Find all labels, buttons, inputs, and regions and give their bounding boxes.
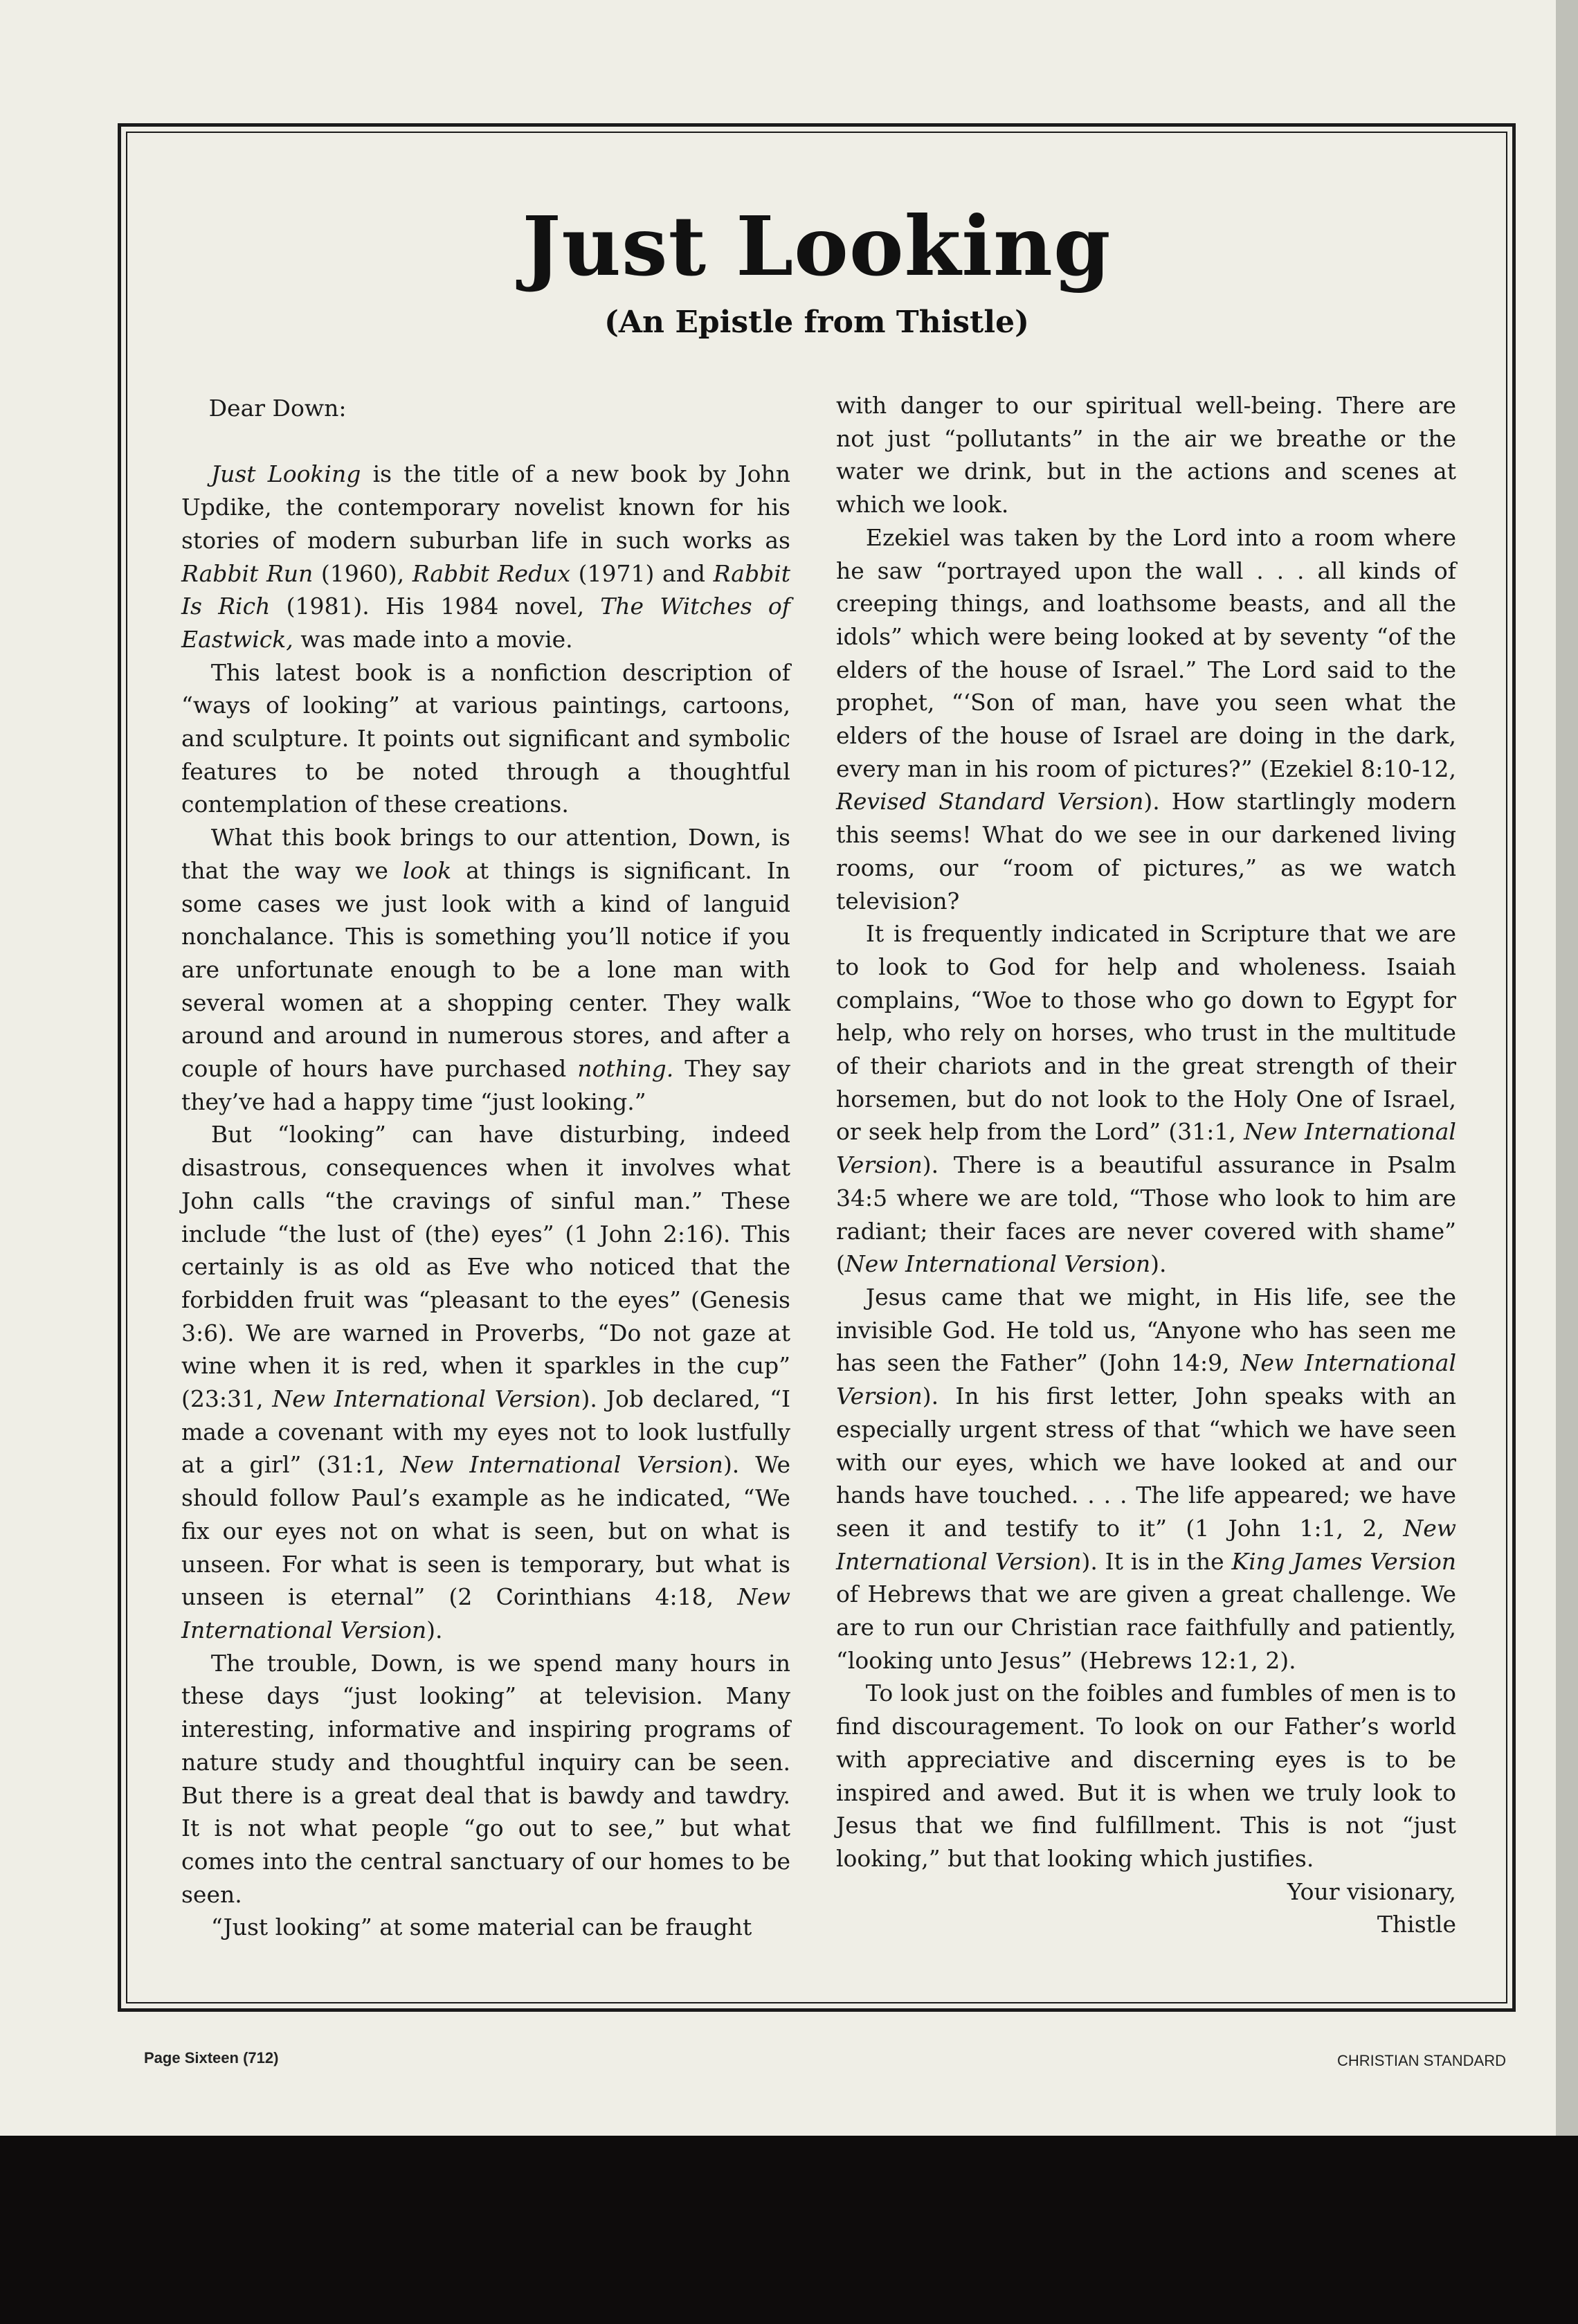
italic-title: Just Looking bbox=[210, 460, 361, 488]
article-title: Just Looking bbox=[522, 198, 1112, 294]
text-run: “Just looking” at some material can be fraught bbox=[210, 1913, 752, 1941]
text-run: at things is significant. In some cases we just look with a kind of languid nonchalance. This is something you’ll notice if you are unfortunate enough to be a lone man with several women at a shopping center. They walk around and around in numerous stores, and after a couple of hours have purchased bbox=[181, 856, 791, 1083]
right-column bbox=[836, 389, 1456, 1941]
italic-title: New International Version bbox=[836, 1349, 1457, 1410]
italic-title: nothing. bbox=[577, 1055, 674, 1083]
signature: Thistle bbox=[1377, 1911, 1456, 1938]
left-column-body bbox=[181, 458, 790, 1944]
paragraph bbox=[836, 917, 1456, 1281]
italic-title: look bbox=[402, 856, 452, 884]
page-number: Page Sixteen (712) bbox=[144, 2049, 279, 2066]
text-run: was made into a movie. bbox=[293, 625, 573, 653]
text-run: But “looking” can have disturbing, indeed disastrous, consequences when it involves what John calls “the cravings of sinful man.” These include “the lust of (the) eyes” (1 John 2:16). This certainly is as old as Eve who noticed that the forbidden fruit was “pleasant to the eyes” (Genesis 3:6). We are warned in Proverbs, “Do not gaze at wine when it is red, when it sparkles in the cup” (23:31, bbox=[181, 1121, 790, 1413]
paragraph bbox=[836, 521, 1456, 917]
paragraph bbox=[181, 1118, 790, 1646]
italic-title: Rabbit Is Rich bbox=[181, 559, 791, 620]
italic-title: Rabbit Redux bbox=[412, 559, 571, 587]
paragraph bbox=[181, 1647, 790, 1911]
right-column-body bbox=[836, 389, 1456, 1875]
text-run: It is frequently indicated in Scripture that we are to look to God for help and wholeness. Isaiah complains, “Woe to those who go down to Egypt for help, who rely on horses, who trust in the multitude of their chariots and in the great strength of their horsemen, but do not look to the Holy One of Israel, or seek help from the Lord” (31:1, bbox=[836, 920, 1456, 1146]
italic-title: New International Version bbox=[844, 1250, 1151, 1278]
text-run: ). We should follow Paul’s example as he indicated, “We fix our eyes not on what is seen, but on what is unseen. For what is seen is temporary, but what is unseen is eternal” (2 Corinthians 4:18, bbox=[181, 1451, 790, 1611]
text-run: ). In his first letter, John speaks with an especially urgent stress of that “which we have seen with our eyes, which we have looked at and our hands have touched. . . . The life appeared; we have seen it and testify to it” (1 John 1:1, 2, bbox=[836, 1382, 1456, 1542]
paragraph bbox=[181, 1911, 790, 1944]
text-run: is the title of a new book by John Updike, the contemporary novelist known for his stories of modern suburban life in such works as bbox=[181, 460, 790, 554]
italic-title: New International Version bbox=[272, 1385, 581, 1413]
paragraph bbox=[181, 821, 790, 1118]
salutation: Dear Down: bbox=[208, 395, 347, 422]
text-run: ). bbox=[1150, 1250, 1167, 1278]
italic-title: New International Version bbox=[400, 1451, 723, 1479]
page-edge bbox=[1556, 0, 1578, 2136]
text-run: Jesus came that we might, in His life, see the invisible God. He told us, “Anyone who has seen me has seen the Father” (John 14:9, bbox=[836, 1283, 1456, 1377]
text-run: To look just on the foibles and fumbles of men is to find discouragement. To look on our Father’s world with appreciative and discerning eyes is to be inspired and awed. But it is when we truly look to Jesus that we find fulfillment. This is not “just looking,” but that looking which justifies. bbox=[836, 1679, 1456, 1872]
paragraph bbox=[836, 389, 1456, 521]
text-run: This latest book is a nonfiction description of “ways of looking” at various paintings, cartoons, and sculpture. It points out significant and symbolic features to be noted through a thoughtful contemplation of these creations. bbox=[181, 658, 790, 818]
paragraph bbox=[181, 656, 790, 822]
italic-title: Revised Standard Version bbox=[836, 788, 1144, 816]
text-run: ). There is a beautiful assurance in Psalm 34:5 where we are told, “Those who look to him are radiant; their faces are never covered with shame” ( bbox=[836, 1151, 1456, 1278]
text-run: Ezekiel was taken by the Lord into a room where he saw “portrayed upon the wall . . . all kinds of creeping things, and loathsome beasts, and all the idols” which were being looked at by seventy “of the elders of the house of Israel.” The Lord said to the prophet, “‘Son of man, have you seen what the elders of the house of Israel are doing in the dark, every man in his room of pictures?” (Ezekiel 8:10-12, bbox=[836, 523, 1456, 782]
paragraph bbox=[181, 458, 790, 656]
text-run: What this book brings to our attention, Down, is that the way we bbox=[181, 824, 790, 884]
text-run: (1960), bbox=[313, 559, 412, 587]
text-run: ). It is in the bbox=[1081, 1547, 1232, 1575]
text-run: The trouble, Down, is we spend many hours in these days “just looking” at television. Many interesting, informative and inspiring programs of nature study and thoughtful inquiry can be seen. But there is a great deal that is bawdy and tawdry. It is not what people “go out to see,” but what comes into the central sanctuary of our homes to be seen. bbox=[181, 1649, 790, 1908]
italic-title: New International Version bbox=[836, 1514, 1456, 1575]
left-column bbox=[181, 392, 790, 1944]
text-run: ). How startlingly modern this seems! What do we see in our darkened living rooms, our “room of pictures,” as we watch television? bbox=[836, 788, 1456, 915]
italic-title: King James Version bbox=[1231, 1547, 1457, 1575]
italic-title: New International Version bbox=[836, 1118, 1456, 1179]
article-subtitle: (An Epistle from Thistle) bbox=[604, 305, 1029, 340]
italic-title: The Witches of Eastwick, bbox=[181, 593, 790, 653]
text-run: with danger to our spiritual well-being. There are not just “pollutants” in the air we breathe or the water we drink, but in the actions and scenes at which we look. bbox=[836, 392, 1456, 519]
italic-title: Rabbit Run bbox=[181, 559, 314, 587]
text-run: (1971) and bbox=[570, 559, 714, 587]
italic-title: New International Version bbox=[181, 1583, 790, 1643]
text-run: (1981). His 1984 novel, bbox=[270, 593, 601, 620]
text-run: ). Job declared, “I made a covenant with my eyes not to look lustfully at a girl” (31:1, bbox=[181, 1385, 790, 1479]
text-run: of Hebrews that we are given a great challenge. We are to run our Christian race faithfully and patiently, “looking unto Jesus” (Hebrews 12:1, 2). bbox=[836, 1580, 1456, 1674]
publication-name: CHRISTIAN STANDARD bbox=[1336, 2052, 1506, 2069]
paragraph bbox=[836, 1281, 1456, 1677]
text-run: ). bbox=[426, 1616, 443, 1643]
paragraph bbox=[836, 1677, 1456, 1875]
closing: Your visionary, bbox=[1287, 1877, 1456, 1905]
text-run: They say they’ve had a happy time “just looking.” bbox=[181, 1055, 790, 1115]
